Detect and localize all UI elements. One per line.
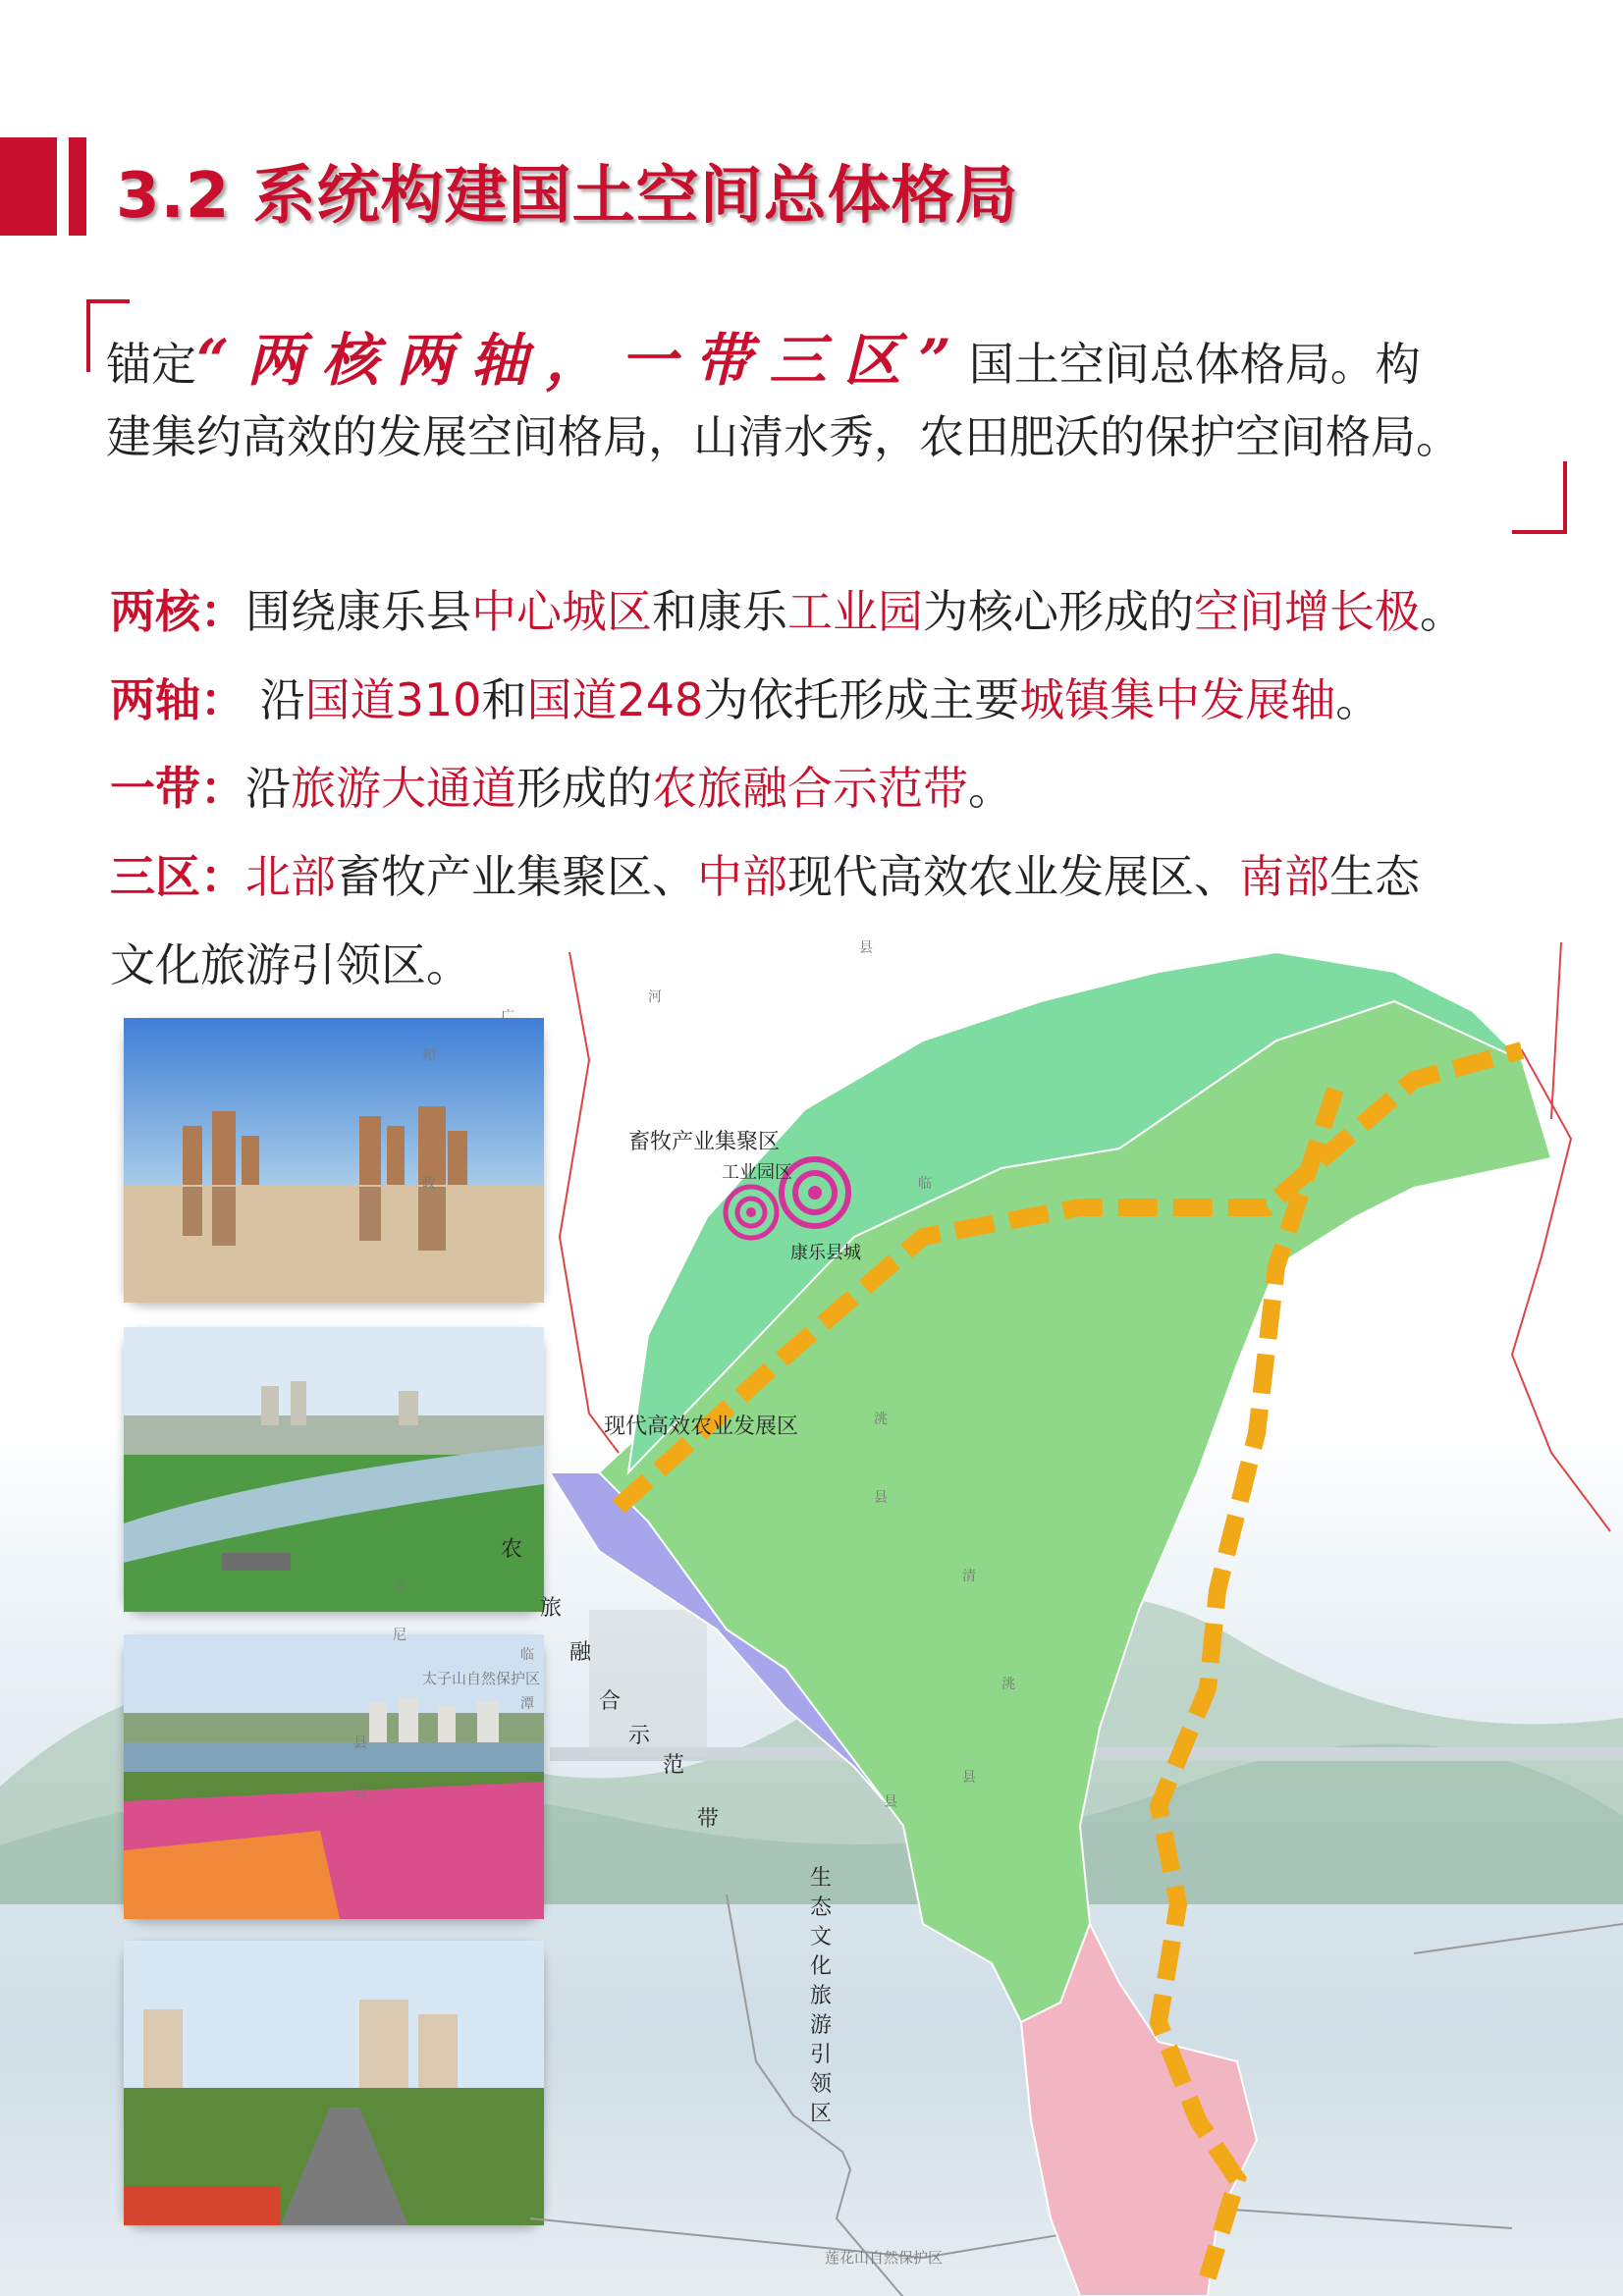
- item-highlight: 国道310: [304, 673, 482, 726]
- intro-line-2: 建集约高效的发展空间格局，山清水秀，农田肥沃的保护空间格局。: [106, 410, 1461, 463]
- item-text: 现代高效农业发展区、: [787, 850, 1239, 903]
- place-char: 县: [874, 1490, 888, 1506]
- label-reserve-south: 莲花山自然保护区: [825, 2249, 944, 2267]
- item-text: 围绕康乐县: [245, 585, 471, 638]
- place-char: 县: [859, 940, 873, 956]
- bottom-boundary: [530, 2209, 1512, 2258]
- item-text: 形成的: [516, 762, 652, 815]
- south-zone-char: 化: [810, 1954, 833, 1979]
- item-highlight: 城镇集中发展轴: [1019, 673, 1336, 726]
- belt-char: 融: [569, 1640, 592, 1665]
- place-char: 潭: [520, 1696, 534, 1712]
- item-highlight: 工业园: [787, 585, 923, 638]
- item-highlight: 国道248: [526, 673, 704, 726]
- item-text: 沿: [245, 762, 291, 815]
- intro-paragraph: [106, 324, 1579, 473]
- place-char: 广: [501, 1009, 514, 1025]
- header-bar-left: [0, 137, 57, 236]
- belt-char: 带: [697, 1807, 720, 1832]
- city-lake-photo: [124, 1018, 544, 1303]
- item-text: 。: [1420, 585, 1465, 638]
- place-char: 县: [962, 1770, 976, 1786]
- item-highlight: 空间增长极: [1194, 585, 1420, 638]
- place-char: 县: [353, 1785, 367, 1800]
- item-text: 和: [481, 673, 527, 726]
- page-title: 3.2 系统构建国土空间总体格局: [116, 160, 1019, 233]
- label-industrial-park: 工业园区: [722, 1162, 792, 1183]
- place-char: 县: [353, 1735, 367, 1751]
- intro-quote: “两核两轴，一带三区”: [196, 327, 969, 394]
- south-zone-char: 区: [810, 2102, 833, 2126]
- item-highlight: 农旅融合示范带: [652, 762, 968, 815]
- place-char: 洮: [1001, 1677, 1015, 1692]
- item-text: 畜牧产业集聚区、: [336, 850, 697, 903]
- item-highlight: 中部: [697, 850, 787, 903]
- label-county-town: 康乐县城: [790, 1243, 861, 1263]
- belt-char: 示: [628, 1724, 651, 1748]
- river-park-photo: [124, 1327, 544, 1612]
- item-highlight: 中心城区: [471, 585, 652, 638]
- belt-char: 范: [663, 1753, 685, 1778]
- item-label: 两核：: [110, 585, 245, 638]
- south-zone-char: 游: [810, 2013, 833, 2038]
- item-text: 。: [968, 762, 1013, 815]
- belt-char: 旅: [540, 1596, 563, 1621]
- place-char: 和: [422, 1048, 436, 1064]
- place-char: 尼: [393, 1628, 406, 1643]
- item-liang-zhou: [110, 656, 1583, 744]
- label-zone-middle: 现代高效农业发展区: [604, 1415, 799, 1439]
- belt-char: 农: [501, 1537, 523, 1562]
- item-highlight: 南部: [1239, 850, 1329, 903]
- header-bar-right: [69, 137, 86, 236]
- item-label: 两轴：: [110, 673, 245, 726]
- item-liang-he: [110, 567, 1583, 656]
- item-text: 沿: [245, 673, 305, 726]
- label-zone-south: [810, 1866, 833, 2126]
- place-char: 清: [962, 1569, 976, 1584]
- south-zone-char: 领: [810, 2072, 833, 2097]
- territorial-pattern-map: [353, 940, 1623, 2296]
- place-char: 洮: [874, 1412, 888, 1427]
- label-zone-north: 畜牧产业集聚区: [628, 1130, 781, 1154]
- tree-path-photo: [124, 1941, 544, 2225]
- place-char: 临: [520, 1647, 534, 1663]
- place-char: 县: [884, 1794, 897, 1810]
- item-highlight: 旅游大通道: [291, 762, 516, 815]
- item-label: 三区：: [110, 850, 245, 903]
- item-yi-dai: [110, 744, 1583, 832]
- belt-char: 合: [599, 1689, 622, 1714]
- item-text: 生态: [1329, 850, 1420, 903]
- south-zone-char: 引: [810, 2043, 833, 2067]
- item-san-qu: [110, 832, 1583, 921]
- south-zone-char: 旅: [810, 1984, 833, 2008]
- item-highlight: 北部: [245, 850, 336, 903]
- south-zone-char: 文: [810, 1925, 833, 1949]
- item-text: 。: [1335, 673, 1381, 726]
- place-char: 临: [918, 1176, 932, 1192]
- item-label: 一带：: [110, 762, 245, 815]
- intro-line1-rest: 国土空间总体格局。构: [968, 338, 1421, 391]
- item-text: 为核心形成的: [923, 585, 1194, 638]
- intro-lead: 锚定: [106, 338, 196, 391]
- intro-line-1: [106, 324, 1579, 400]
- south-zone-char: 生: [810, 1866, 833, 1891]
- place-char: 卓: [393, 1578, 406, 1594]
- item-text: 为依托形成主要: [703, 673, 1020, 726]
- place-char: 政: [422, 1176, 436, 1192]
- item-text: 文化旅游引领区。: [110, 938, 471, 991]
- item-text: 和康乐: [652, 585, 787, 638]
- label-reserve-west: 太子山自然保护区: [422, 1670, 541, 1687]
- south-zone-char: 态: [810, 1896, 833, 1920]
- place-char: 河: [648, 989, 662, 1005]
